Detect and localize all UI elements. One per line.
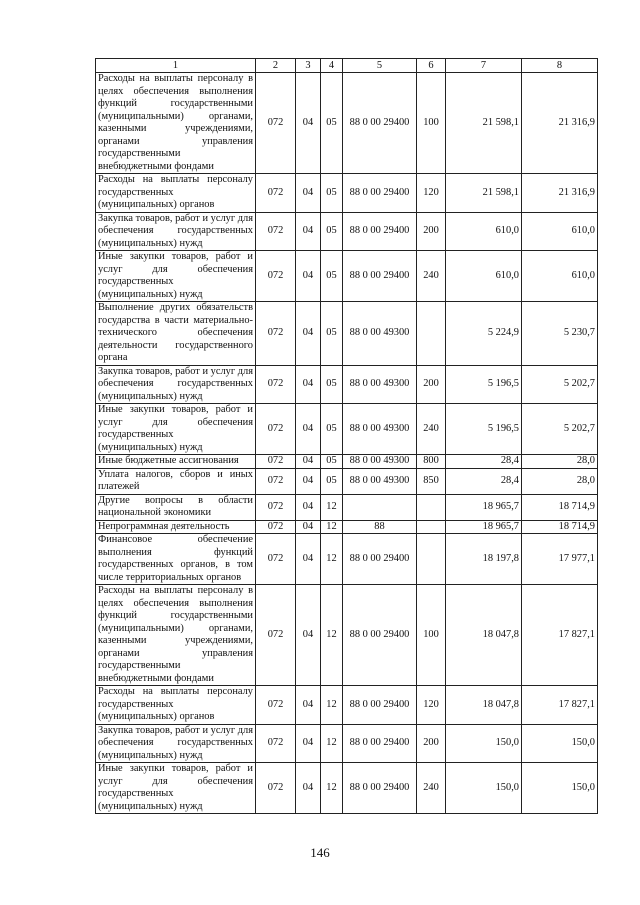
expense-name-cell: Иные закупки товаров, работ и услуг для обеспечения государственных (муниципальных) нужд (96, 251, 256, 302)
ministry-code-cell: 072 (256, 534, 296, 585)
amount-year1-cell: 5 196,5 (446, 365, 522, 404)
target-article-cell: 88 (343, 520, 417, 534)
section-code-cell: 04 (296, 724, 321, 763)
ministry-code-cell: 072 (256, 212, 296, 251)
subsection-code-cell: 12 (321, 520, 343, 534)
column-header: 8 (522, 59, 598, 73)
target-article-cell: 88 0 00 29400 (343, 251, 417, 302)
expense-type-cell (417, 302, 446, 366)
section-code-cell: 04 (296, 534, 321, 585)
subsection-code-cell: 05 (321, 251, 343, 302)
section-code-cell: 04 (296, 251, 321, 302)
expense-type-cell: 240 (417, 251, 446, 302)
amount-year1-cell: 5 224,9 (446, 302, 522, 366)
expense-type-cell: 200 (417, 724, 446, 763)
amount-year1-cell: 18 965,7 (446, 494, 522, 520)
table-row (96, 455, 598, 469)
amount-year1-cell: 18 047,8 (446, 686, 522, 725)
expense-name-cell: Расходы на выплаты персоналу в целях обеспечения выполнения функций государственными (муниципальными) органами, казенными учреждениями, органами управления государственными внебюджетными фондами (96, 585, 256, 686)
section-code-cell: 04 (296, 520, 321, 534)
ministry-code-cell: 072 (256, 302, 296, 366)
expense-name-cell: Иные закупки товаров, работ и услуг для обеспечения государственных (муниципальных) нужд (96, 404, 256, 455)
ministry-code-cell: 072 (256, 585, 296, 686)
ministry-code-cell: 072 (256, 686, 296, 725)
subsection-code-cell: 12 (321, 534, 343, 585)
subsection-code-cell: 12 (321, 724, 343, 763)
target-article-cell: 88 0 00 29400 (343, 686, 417, 725)
subsection-code-cell: 12 (321, 763, 343, 814)
amount-year1-cell: 610,0 (446, 212, 522, 251)
expense-type-cell (417, 534, 446, 585)
section-code-cell: 04 (296, 494, 321, 520)
table-row (96, 73, 598, 174)
column-header: 4 (321, 59, 343, 73)
subsection-code-cell: 05 (321, 404, 343, 455)
target-article-cell: 88 0 00 49300 (343, 455, 417, 469)
table-row (96, 468, 598, 494)
table-row (96, 534, 598, 585)
ministry-code-cell: 072 (256, 365, 296, 404)
expense-type-cell: 800 (417, 455, 446, 469)
expense-name-cell: Другие вопросы в области национальной экономики (96, 494, 256, 520)
amount-year2-cell: 150,0 (522, 724, 598, 763)
table-row (96, 494, 598, 520)
section-code-cell: 04 (296, 174, 321, 213)
target-article-cell: 88 0 00 29400 (343, 212, 417, 251)
ministry-code-cell: 072 (256, 174, 296, 213)
target-article-cell: 88 0 00 49300 (343, 404, 417, 455)
amount-year2-cell: 150,0 (522, 763, 598, 814)
amount-year2-cell: 5 230,7 (522, 302, 598, 366)
expense-type-cell: 240 (417, 404, 446, 455)
section-code-cell: 04 (296, 585, 321, 686)
table-row (96, 686, 598, 725)
amount-year1-cell: 18 197,8 (446, 534, 522, 585)
amount-year1-cell: 21 598,1 (446, 174, 522, 213)
expense-type-cell: 850 (417, 468, 446, 494)
amount-year2-cell: 610,0 (522, 212, 598, 251)
expense-type-cell: 240 (417, 763, 446, 814)
amount-year2-cell: 17 827,1 (522, 686, 598, 725)
target-article-cell: 88 0 00 29400 (343, 763, 417, 814)
section-code-cell: 04 (296, 455, 321, 469)
target-article-cell: 88 0 00 49300 (343, 468, 417, 494)
section-code-cell: 04 (296, 212, 321, 251)
amount-year2-cell: 21 316,9 (522, 174, 598, 213)
subsection-code-cell: 05 (321, 212, 343, 251)
table-row (96, 520, 598, 534)
expense-name-cell: Закупка товаров, работ и услуг для обеспечения государственных (муниципальных) нужд (96, 212, 256, 251)
expense-name-cell: Иные закупки товаров, работ и услуг для обеспечения государственных (муниципальных) нужд (96, 763, 256, 814)
target-article-cell (343, 494, 417, 520)
target-article-cell: 88 0 00 49300 (343, 302, 417, 366)
column-header: 3 (296, 59, 321, 73)
column-header: 2 (256, 59, 296, 73)
amount-year1-cell: 610,0 (446, 251, 522, 302)
target-article-cell: 88 0 00 29400 (343, 534, 417, 585)
subsection-code-cell: 05 (321, 455, 343, 469)
subsection-code-cell: 05 (321, 174, 343, 213)
ministry-code-cell: 072 (256, 455, 296, 469)
table-row (96, 212, 598, 251)
target-article-cell: 88 0 00 29400 (343, 724, 417, 763)
table-row (96, 251, 598, 302)
amount-year1-cell: 5 196,5 (446, 404, 522, 455)
expense-name-cell: Иные бюджетные ассигнования (96, 455, 256, 469)
section-code-cell: 04 (296, 73, 321, 174)
expense-type-cell: 120 (417, 686, 446, 725)
expense-name-cell: Выполнение других обязательств государства в части материально-технического обеспечения деятельности государственного органа (96, 302, 256, 366)
subsection-code-cell: 05 (321, 365, 343, 404)
table-row (96, 763, 598, 814)
section-code-cell: 04 (296, 686, 321, 725)
section-code-cell: 04 (296, 365, 321, 404)
column-header: 5 (343, 59, 417, 73)
ministry-code-cell: 072 (256, 468, 296, 494)
expense-type-cell: 100 (417, 585, 446, 686)
amount-year2-cell: 18 714,9 (522, 520, 598, 534)
table-row (96, 585, 598, 686)
page-number: 146 (310, 845, 330, 860)
expense-type-cell: 100 (417, 73, 446, 174)
target-article-cell: 88 0 00 49300 (343, 365, 417, 404)
section-code-cell: 04 (296, 404, 321, 455)
amount-year2-cell: 17 827,1 (522, 585, 598, 686)
expense-name-cell: Расходы на выплаты персоналу государственных (муниципальных) органов (96, 174, 256, 213)
subsection-code-cell: 12 (321, 686, 343, 725)
target-article-cell: 88 0 00 29400 (343, 73, 417, 174)
amount-year1-cell: 28,4 (446, 455, 522, 469)
ministry-code-cell: 072 (256, 763, 296, 814)
expense-name-cell: Расходы на выплаты персоналу государственных (муниципальных) органов (96, 686, 256, 725)
amount-year2-cell: 21 316,9 (522, 73, 598, 174)
expense-name-cell: Уплата налогов, сборов и иных платежей (96, 468, 256, 494)
subsection-code-cell: 05 (321, 73, 343, 174)
target-article-cell: 88 0 00 29400 (343, 174, 417, 213)
expense-type-cell (417, 494, 446, 520)
amount-year1-cell: 21 598,1 (446, 73, 522, 174)
amount-year1-cell: 28,4 (446, 468, 522, 494)
amount-year1-cell: 150,0 (446, 724, 522, 763)
target-article-cell: 88 0 00 29400 (343, 585, 417, 686)
amount-year2-cell: 28,0 (522, 455, 598, 469)
expense-name-cell: Закупка товаров, работ и услуг для обеспечения государственных (муниципальных) нужд (96, 365, 256, 404)
table-row (96, 302, 598, 366)
column-header: 6 (417, 59, 446, 73)
subsection-code-cell: 05 (321, 302, 343, 366)
amount-year1-cell: 18 965,7 (446, 520, 522, 534)
amount-year2-cell: 5 202,7 (522, 365, 598, 404)
ministry-code-cell: 072 (256, 724, 296, 763)
expense-name-cell: Расходы на выплаты персоналу в целях обеспечения выполнения функций государственными (муниципальными) органами, казенными учреждениями, органами управления государственными внебюджетными фондами (96, 73, 256, 174)
column-header: 7 (446, 59, 522, 73)
expense-type-cell (417, 520, 446, 534)
amount-year2-cell: 5 202,7 (522, 404, 598, 455)
expense-type-cell: 200 (417, 212, 446, 251)
amount-year2-cell: 17 977,1 (522, 534, 598, 585)
subsection-code-cell: 12 (321, 494, 343, 520)
ministry-code-cell: 072 (256, 251, 296, 302)
table-row (96, 724, 598, 763)
subsection-code-cell: 12 (321, 585, 343, 686)
column-header: 1 (96, 59, 256, 73)
expense-name-cell: Финансовое обеспечение выполнения функций государственных органов, в том числе территориальных органов (96, 534, 256, 585)
section-code-cell: 04 (296, 763, 321, 814)
ministry-code-cell: 072 (256, 73, 296, 174)
ministry-code-cell: 072 (256, 520, 296, 534)
table-row (96, 174, 598, 213)
ministry-code-cell: 072 (256, 494, 296, 520)
amount-year2-cell: 610,0 (522, 251, 598, 302)
expense-type-cell: 120 (417, 174, 446, 213)
amount-year2-cell: 18 714,9 (522, 494, 598, 520)
table-row (96, 404, 598, 455)
table-row (96, 365, 598, 404)
subsection-code-cell: 05 (321, 468, 343, 494)
section-code-cell: 04 (296, 468, 321, 494)
amount-year1-cell: 18 047,8 (446, 585, 522, 686)
amount-year1-cell: 150,0 (446, 763, 522, 814)
expense-name-cell: Закупка товаров, работ и услуг для обеспечения государственных (муниципальных) нужд (96, 724, 256, 763)
expense-type-cell: 200 (417, 365, 446, 404)
ministry-code-cell: 072 (256, 404, 296, 455)
header-row (96, 59, 598, 73)
amount-year2-cell: 28,0 (522, 468, 598, 494)
expense-name-cell: Непрограммная деятельность (96, 520, 256, 534)
budget-table (95, 58, 598, 814)
section-code-cell: 04 (296, 302, 321, 366)
